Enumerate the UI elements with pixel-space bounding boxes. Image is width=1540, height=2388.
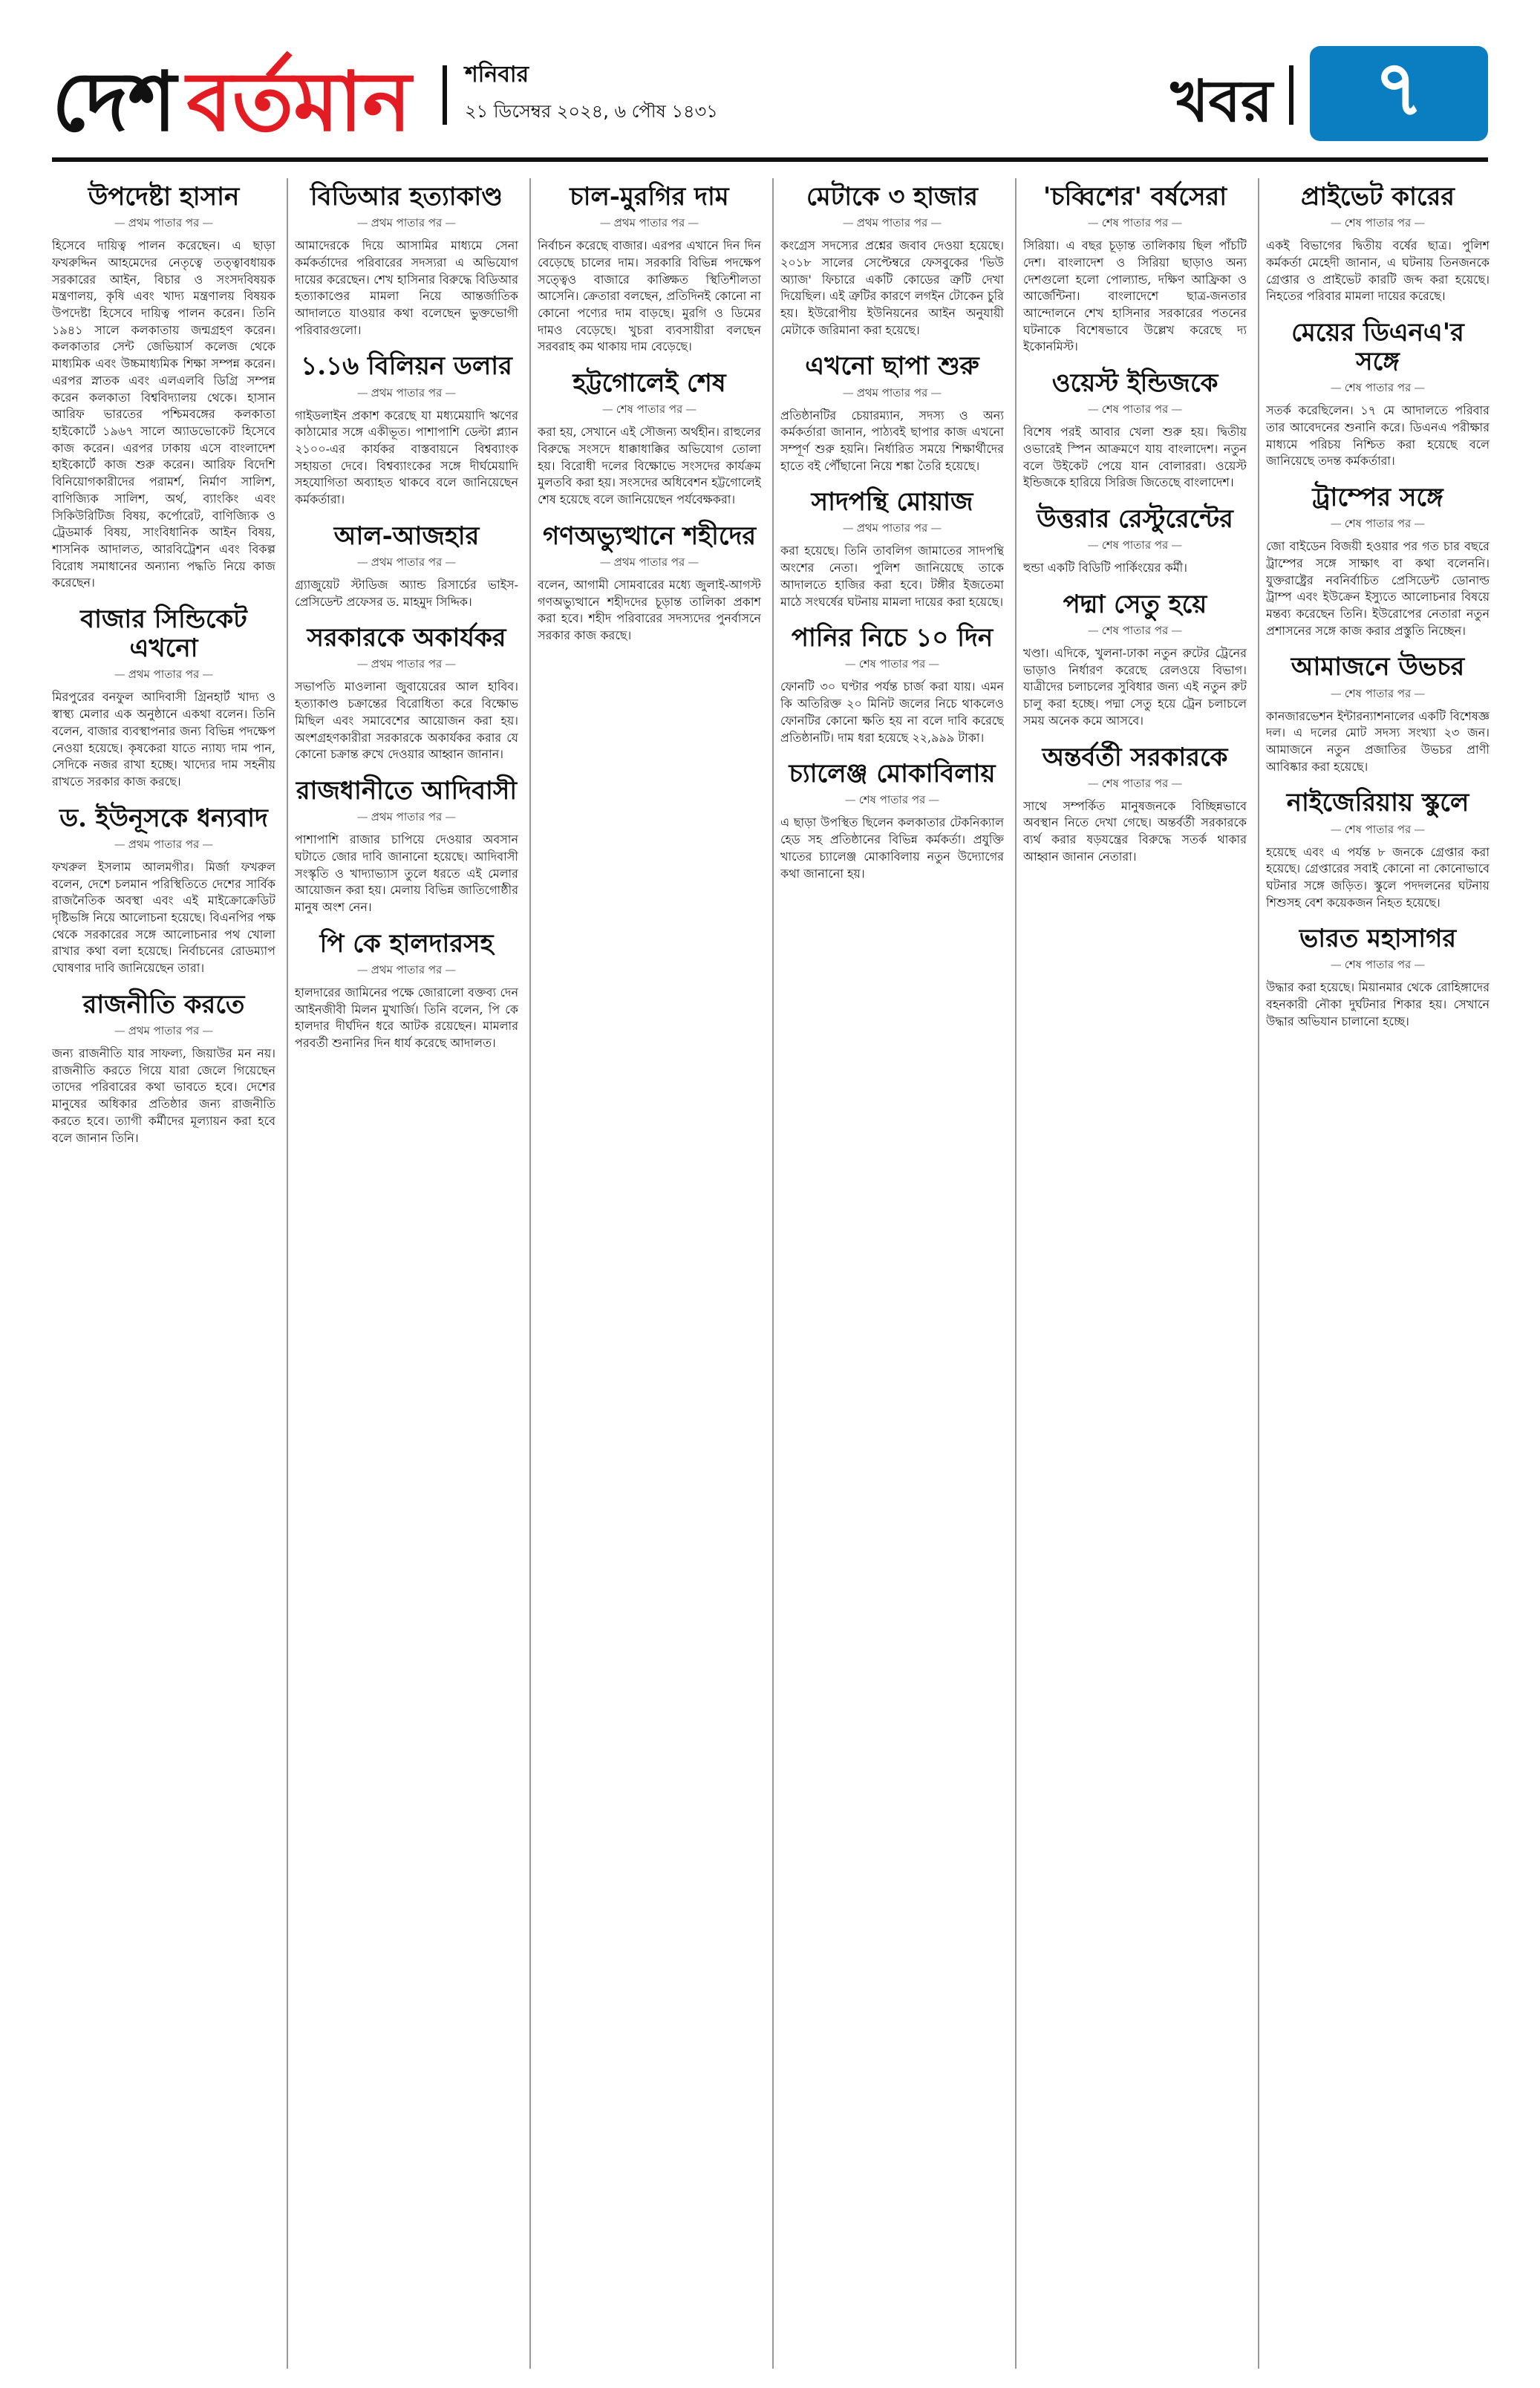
article-body: হালদারের জামিনের পক্ষে জোরালো বক্তব্য দেন আইনজীবী মিলন মুখার্জি। তিনি বলেন, পি কে হালদার দীর্ঘদিন ধরে আটক রয়েছেন। মামলার পরবর্তী শুনানির দিন ধার্য করেছে আদালত। bbox=[295, 985, 518, 1050]
article bbox=[52, 605, 275, 791]
article-continuation-note: — শেষ পাতার পর — bbox=[1266, 685, 1490, 704]
issue-day: শনিবার bbox=[465, 62, 529, 88]
article-continuation-note: — প্রথম পাতার পর — bbox=[780, 215, 1004, 233]
section-separator bbox=[1289, 65, 1293, 125]
article-columns bbox=[52, 178, 1488, 2369]
article-body: করা হয়, সেখানে এই সৌজন্য অর্থহীন। রাহুলের বিরুদ্ধে সংসদে ধাক্কাধাক্কির অভিযোগ তোলা হয়। বিরোধী দলের বিক্ষোভে সংসদের কার্যক্রম মুলতবি করা হয়। সংসদের অধিবেশন হট্টগোলেই শেষ হয়েছে বলে জানিয়েছেন পর্যবেক্ষকরা। bbox=[538, 425, 761, 507]
article-continuation-note: — প্রথম পাতার পর — bbox=[780, 520, 1004, 538]
article-headline: গণঅভ্যুত্থানে শহীদের bbox=[542, 521, 757, 551]
article-body: আমাদেরকে দিয়ে আসামির মাধ্যমে সেনা কর্মকর্তাদের পরিবারের সদস্যরা এ অভিযোগ দায়ের করেছেন। শেখ হাসিনার বিরুদ্ধে বিডিআর হত্যাকাণ্ডের মামলা নিয়ে আন্তর্জাতিক আদালতে যাওয়ার কথা বলেছেন ভুক্তভোগী পরিবারগুলো। bbox=[295, 238, 518, 337]
article-body: একই বিভাগের দ্বিতীয় বর্ষের ছাত্র। পুলিশ কর্মকর্তা মেহেদী জানান, এ ঘটনায় তিনজনকে গ্রেপ্তার ও প্রাইভেট কারটি জব্দ করা হয়েছে। নিহতের পরিবার মামলা দায়ের করেছে। bbox=[1266, 238, 1490, 304]
article bbox=[52, 804, 275, 977]
article-continuation-note: — প্রথম পাতার পর — bbox=[52, 836, 275, 855]
article-headline: বিডিআর হত্যাকাণ্ড bbox=[310, 182, 503, 212]
article bbox=[52, 991, 275, 1146]
section-title: খবর bbox=[1170, 68, 1273, 135]
article bbox=[780, 488, 1004, 610]
masthead-rule bbox=[52, 157, 1488, 162]
article-body: বলেন, আগামী সোমবারের মধ্যে জুলাই-আগস্ট গণঅভ্যুত্থানে শহীদদের চূড়ান্ত তালিকা প্রকাশ করা হবে। শহীদ পরিবারের সদস্যদের পুনর্বাসনে সরকার কাজ করছে। bbox=[538, 577, 761, 643]
article-headline: আল-আজহার bbox=[333, 521, 480, 551]
article bbox=[1266, 183, 1490, 305]
article-body: কংগ্রেস সদস্যের প্রশ্নের জবাব দেওয়া হয়েছে। ২০১৮ সালের সেপ্টেম্বরে ফেসবুকের 'ভিউ অ্যাজ' ফিচারে একটি কোডের ত্রুটি দেখা দিয়েছিল। এই ত্রুটির কারণে লগইন টোকেন চুরি হয়। ইউরোপীয় ইউনিয়নের আইন অনুযায়ী মেটাকে জরিমানা করা হয়েছে। bbox=[780, 238, 1004, 337]
article-continuation-note: — প্রথম পাতার পর — bbox=[52, 215, 275, 233]
column-divider bbox=[1015, 178, 1017, 2369]
article-headline: হট্টগোলেই শেষ bbox=[572, 368, 726, 399]
article-continuation-note: — শেষ পাতার পর — bbox=[780, 792, 1004, 810]
article-headline: মেয়ের ডিএনএ'র সঙ্গে bbox=[1291, 317, 1464, 377]
column-4 bbox=[780, 178, 1004, 2369]
issue-date: ২১ ডিসেম্বর ২০২৪, ৬ পৌষ ১৪৩১ bbox=[465, 101, 718, 122]
article-continuation-note: — প্রথম পাতার পর — bbox=[538, 215, 761, 233]
column-divider bbox=[1258, 178, 1259, 2369]
article-continuation-note: — শেষ পাতার পর — bbox=[1266, 821, 1490, 840]
article-body: মিরপুরের বনফুল আদিবাসী গ্রিনহার্ট খাদ্য ও স্বাস্থ্য মেলার এক অনুষ্ঠানে একথা বলেন। তিনি বলেন, বাজার ব্যবস্থাপনার জন্য বিভিন্ন পদক্ষেপ নেওয়া হয়েছে। কৃষকেরা যাতে ন্যায্য দাম পান, সেদিকে নজর রাখা হচ্ছে। খাদ্যের দাম সহনীয় রাখতে সরকার কাজ করছে। bbox=[52, 690, 275, 789]
newspaper-logo bbox=[52, 31, 411, 149]
article-continuation-note: — শেষ পাতার পর — bbox=[1023, 215, 1247, 233]
article-headline: আমাজনে উভচর bbox=[1291, 652, 1465, 682]
article-body: ফোনটি ৩০ ঘণ্টার পর্যন্ত চার্জ করা যায়। এমন কি অতিরিক্ত ২০ মিনিট জলের নিচে থাকলেও ফোনটির কোনো ক্ষতি হয় না বলে দাবি করেছে প্রতিষ্ঠানটি। দাম ধরা হয়েছে ২২,৯৯৯ টাকা। bbox=[780, 679, 1004, 745]
article-headline: মেটাকে ৩ হাজার bbox=[806, 182, 978, 212]
article bbox=[538, 369, 761, 509]
article-continuation-note: — শেষ পাতার পর — bbox=[1266, 379, 1490, 398]
article bbox=[1266, 789, 1490, 911]
article-body: জো বাইডেন বিজয়ী হওয়ার পর গত চার বছরে ট্রাম্পের সঙ্গে সাক্ষাৎ বা কথা বলেননি। যুক্তরাষ্ট্রের নবনির্বাচিত প্রেসিডেন্ট ডোনাল্ড ট্রাম্প এবং ইউক্রেন ইস্যুতে আলোচনার বিষয়ে মন্তব্য করেছেন তিনি। ইউরোপের নেতারা নতুন প্রশাসনের সঙ্গে কাজ করার প্রস্তুতি নিচ্ছেন। bbox=[1266, 539, 1490, 638]
article-continuation-note: — শেষ পাতার পর — bbox=[1023, 775, 1247, 794]
article-continuation-note: — প্রথম পাতার পর — bbox=[295, 962, 518, 980]
article-continuation-note: — শেষ পাতার পর — bbox=[538, 401, 761, 420]
article-body: হিসেবে দায়িত্ব পালন করেছেন। এ ছাড়া ফখরুদ্দিন আহমেদের নেতৃত্বে তত্ত্বাবধায়ক সরকারের আইন, বিচার ও সংসদবিষয়ক মন্ত্রণালয়, কৃষি এবং খাদ্য মন্ত্রণালয় বিষয়ক উপদেষ্টা হিসেবে দায়িত্ব পালন করেন। তিনি ১৯৪১ সালে কলকাতায় জন্মগ্রহণ করেন। কলকাতার সেন্ট জেভিয়ার্স কলেজ থেকে মাধ্যমিক এবং উচ্চমাধ্যমিক শিক্ষা সম্পন্ন করেন। এরপর স্নাতক এবং এলএলবি ডিগ্রি সম্পন্ন করেন কলকাতা বিশ্ববিদ্যালয় থেকে। হাসান আরিফ ভারতের পশ্চিমবঙ্গের কলকাতা হাইকোর্টে ১৯৬৭ সালে অ্যাডভোকেট হিসেবে কাজ করেন। এরপর ঢাকায় এসে বাংলাদেশ হাইকোর্টে কাজ শুরু করেন। আরিফ বিদেশি বিনিয়োগকারীদের পরামর্শ, নির্মাণ সালিশ, বাণিজ্যিক সালিশ, অর্থ, ব্যাংকিং এবং সিকিউরিটিজ বিষয়, কর্পোরেট, বাণিজ্যিক ও ট্রেডমার্ক বিষয়, সাংবিধানিক আইন বিষয়, শাসনিক আদালত, আরবিট্রেশন এবং বিকল্প বিরোধ সমাধানের অন্যান্য পদ্ধতি নিয়ে কাজ করেছেন। bbox=[52, 238, 275, 590]
article-continuation-note: — প্রথম পাতার পর — bbox=[538, 554, 761, 572]
article-headline: এখনো ছাপা শুরু bbox=[805, 351, 979, 382]
article-continuation-note: — শেষ পাতার পর — bbox=[1023, 537, 1247, 555]
article-body: পাশাপাশি রাজার চাপিয়ে দেওয়ার অবসান ঘটাতে জোর দাবি জানানো হয়েছে। আদিবাসী সংস্কৃতি ও খাদ্যাভ্যাস তুলে ধরতে এই মেলার আয়োজন করা হয়। মেলায় বিভিন্ন জাতিগোষ্ঠীর মানুষ অংশ নেন। bbox=[295, 832, 518, 914]
article-body: জন্য রাজনীতি যার সাফল্য, জিয়াউর মন নয়। রাজনীতি করতে গিয়ে যারা জেলে গিয়েছেন তাদের পরিবারের কথা ভাবতে হবে। দেশের মানুষের অধিকার প্রতিষ্ঠার জন্য রাজনীতি করতে হবে। ত্যাগী কর্মীদের মূল্যায়ন করা হবে বলে জানান তিনি। bbox=[52, 1045, 275, 1145]
article-body: করা হয়েছে। তিনি তাবলিগ জামাতের সাদপন্থি অংশের নেতা। পুলিশ জানিয়েছে তাকে আদালতে হাজির করা হবে। টঙ্গীর ইজতেমা মাঠে সংঘর্ষের ঘটনায় মামলা দায়ের করা হয়েছে। bbox=[780, 544, 1004, 609]
article-headline: ড. ইউনূসকে ধন্যবাদ bbox=[59, 803, 268, 833]
article-body: কানজারভেশন ইন্টারন্যাশনালের একটি বিশেষজ্ঞ দল। এ দলের মোট সদস্য সংখ্যা ২৩ জন। আমাজনে নতুন প্রজাতির উভচর প্রাণী আবিষ্কার করা হয়েছে। bbox=[1266, 708, 1490, 774]
article bbox=[295, 777, 518, 916]
article-body: গাইডলাইন প্রকাশ করেছে যা মধ্যমেয়াদি ঋণের কাঠামোর সঙ্গে একীভূত। পাশাপাশি ডেল্টা প্ল্যান ২১০০-এর কার্যকর বাস্তবায়নে বিশ্বব্যাংক সহায়তা দেবে। বিশ্বব্যাংকের সঙ্গে দীর্ঘমেয়াদি সহযোগিতা অব্যাহত থাকবে বলে জানিয়েছেন কর্মকর্তারা। bbox=[295, 408, 518, 507]
article-continuation-note: — প্রথম পাতার পর — bbox=[295, 215, 518, 233]
article-body: সিরিয়া। এ বছর চূড়ান্ত তালিকায় ছিল পাঁচটি দেশ। বাংলাদেশ ও সিরিয়া ছাড়াও অন্য দেশগুলো হলো পোল্যান্ড, দক্ষিণ আফ্রিকা ও আর্জেন্টিনা। বাংলাদেশে ছাত্র-জনতার আন্দোলনে শেখ হাসিনার সরকারের পতনের ঘটনাকে বিশেষভাবে উল্লেখ করেছে দ্য ইকোনমিস্ট। bbox=[1023, 238, 1247, 354]
article-continuation-note: — শেষ পাতার পর — bbox=[1023, 401, 1247, 420]
article-headline: ভারত মহাসাগর bbox=[1299, 924, 1457, 954]
article-body: সতর্ক করেছিলেন। ১৭ মে আদালতে পরিবার তার আবেদনের শুনানি করে। ডিএনএ পরীক্ষার মাধ্যমে পরিচয় নিশ্চিত করা হয়েছে বলে জানিয়েছে তদন্ত কর্মকর্তারা। bbox=[1266, 403, 1490, 469]
article bbox=[780, 624, 1004, 746]
article-headline: চাল-মুরগির দাম bbox=[570, 182, 729, 212]
article-headline: ট্রাম্পের সঙ্গে bbox=[1312, 483, 1443, 513]
column-5 bbox=[1023, 178, 1247, 2369]
page-number-badge: ৭ bbox=[1310, 46, 1488, 141]
article bbox=[1266, 653, 1490, 775]
article-continuation-note: — শেষ পাতার পর — bbox=[1266, 515, 1490, 534]
article-continuation-note: — শেষ পাতার পর — bbox=[1023, 622, 1247, 641]
article bbox=[1023, 369, 1247, 492]
article-body: ফখরুল ইসলাম আলমগীর। মির্জা ফখরুল বলেন, দেশে চলমান পরিস্থিতিতে দেশের সার্বিক রাজনৈতিক অবস্থা এবং এই মাইক্রোক্রেডিট দৃষ্টিভঙ্গি নিয়ে আলোচনা হয়েছে। বিএনপির পক্ষ থেকে সরকারের সঙ্গে আলোচনার পথ খোলা রাখার কথা বলা হয়েছে। নির্বাচনের রোডম্যাপ ঘোষণার দাবি জানিয়েছেন তারা। bbox=[52, 859, 275, 976]
article-body: সভাপতি মাওলানা জুবায়েরের আল হাবিব। হত্যাকাণ্ড চক্রান্তের বিরোধিতা করে বিক্ষোভ মিছিল এবং সমাবেশের আয়োজন করা হয়। অংশগ্রহণকারীরা সরকারকে অকার্যকর করার যে কোনো চক্রান্ত রুখে দেওয়ার আহ্বান জানান। bbox=[295, 679, 518, 762]
article bbox=[295, 352, 518, 508]
article bbox=[780, 183, 1004, 339]
article-headline: প্রাইভেট কারের bbox=[1301, 182, 1455, 212]
article bbox=[1023, 743, 1247, 866]
article bbox=[1266, 924, 1490, 1030]
article-continuation-note: — প্রথম পাতার পর — bbox=[780, 385, 1004, 403]
article-body: সাথে সম্পর্কিত মানুষজনকে বিচ্ছিন্নভাবে অবস্থান নিতে দেখা গেছে। অন্তর্বর্তী সরকারকে ব্যর্থ করার ষড়যন্ত্রের বিরুদ্ধে সতর্ক থাকার আহ্বান জানান নেতারা। bbox=[1023, 798, 1247, 864]
logo-part-desh: দেশ bbox=[52, 53, 177, 149]
column-3 bbox=[538, 178, 761, 2369]
column-1 bbox=[52, 178, 275, 2369]
article-headline: রাজধানীতে আদিবাসী bbox=[296, 776, 518, 806]
article-headline: রাজনীতি করতে bbox=[82, 989, 245, 1020]
column-divider bbox=[287, 178, 288, 2369]
article-continuation-note: — প্রথম পাতার পর — bbox=[295, 385, 518, 403]
article-body: গ্র্যাজুয়েট স্টাডিজ অ্যান্ড রিসার্চের ভাইস-প্রেসিডেন্ট প্রফেসর ড. মাহমুদ সিদ্দিক। bbox=[295, 577, 518, 609]
article-continuation-note: — প্রথম পাতার পর — bbox=[52, 666, 275, 685]
article bbox=[538, 183, 761, 356]
article-headline: ১.১৬ বিলিয়ন ডলার bbox=[301, 351, 512, 382]
article-body: এ ছাড়া উপস্থিত ছিলেন কলকাতার টেকনিক্যাল হেড সহ প্রতিষ্ঠানের বিভিন্ন কর্মকর্তা। প্রযুক্তি খাতের চ্যালেঞ্জ মোকাবিলায় নতুন উদ্যোগের কথা জানানো হয়। bbox=[780, 815, 1004, 881]
masthead-separator bbox=[443, 65, 447, 125]
article-body: বিশেষ পরই আবার খেলা শুরু হয়। দ্বিতীয় ওভারেই স্পিন আক্রমণে যায় বাংলাদেশ। নতুন বলে উইকেট পেয়ে যান বোলাররা। ওয়েস্ট ইন্ডিজকে হারিয়ে সিরিজ জিতেছে বাংলাদেশ। bbox=[1023, 425, 1247, 490]
article bbox=[295, 522, 518, 611]
logo-part-bartaman: বর্তমান bbox=[186, 53, 411, 149]
article-headline: পানির নিচে ১০ দিন bbox=[791, 623, 994, 653]
article-headline: নাইজেরিয়ায় স্কুলে bbox=[1286, 788, 1469, 818]
article-body: প্রতিষ্ঠানটির চেয়ারম্যান, সদস্য ও অন্য কর্মকর্তারা জানান, পাঠ্যবই ছাপার কাজ এখনো সম্পূর্ণ শুরু হয়নি। নির্ধারিত সময়ে শিক্ষার্থীদের হাতে বই পৌঁছানো নিয়ে শঙ্কা তৈরি হয়েছে। bbox=[780, 408, 1004, 473]
article bbox=[1266, 319, 1490, 470]
article-headline: সাদপন্থি মোয়াজ bbox=[811, 487, 973, 518]
article-headline: বাজার সিন্ডিকেট এখনো bbox=[80, 604, 247, 664]
article-headline: উত্তরার রেস্টুরেন্টের bbox=[1037, 504, 1233, 535]
article-headline: উপদেষ্টা হাসান bbox=[88, 182, 240, 212]
article bbox=[538, 522, 761, 645]
article bbox=[1023, 590, 1247, 730]
article bbox=[1023, 505, 1247, 577]
article-headline: পদ্মা সেতু হয়ে bbox=[1063, 589, 1207, 619]
article-continuation-note: — শেষ পাতার পর — bbox=[780, 656, 1004, 674]
column-divider bbox=[772, 178, 774, 2369]
article bbox=[295, 930, 518, 1052]
article bbox=[52, 183, 275, 592]
masthead bbox=[52, 21, 1488, 157]
article-headline: সরকারকে অকার্যকর bbox=[307, 623, 506, 653]
column-divider bbox=[529, 178, 531, 2369]
article-headline: 'চব্বিশের' বর্ষসেরা bbox=[1043, 182, 1227, 212]
article-body: উদ্ধার করা হয়েছে। মিয়ানমার থেকে রোহিঙ্গাদের বহনকারী নৌকা দুর্ঘটনার শিকার হয়। সেখানে উদ্ধার অভিযান চালানো হচ্ছে। bbox=[1266, 980, 1490, 1028]
article-continuation-note: — প্রথম পাতার পর — bbox=[295, 809, 518, 827]
article-continuation-note: — প্রথম পাতার পর — bbox=[52, 1022, 275, 1041]
article-continuation-note: — প্রথম পাতার পর — bbox=[295, 656, 518, 674]
article bbox=[780, 760, 1004, 882]
article bbox=[780, 352, 1004, 474]
article-headline: অন্তর্বর্তী সরকারকে bbox=[1042, 742, 1228, 772]
article-body: খণ্ডা। এদিকে, খুলনা-ঢাকা নতুন রুটের ট্রেনের ভাড়াও নির্ধারণ করেছে রেলওয়ে বিভাগ। যাত্রীদের চলাচলের সুবিধার জন্য এই নতুন রুট চালু করা হচ্ছে। পদ্মা সেতু হয়ে ট্রেন চলাচলে সময় অনেক কমে আসবে। bbox=[1023, 646, 1247, 728]
article-headline: পি কে হালদারসহ bbox=[319, 928, 494, 959]
column-2 bbox=[295, 178, 518, 2369]
article-continuation-note: — প্রথম পাতার পর — bbox=[295, 554, 518, 572]
article bbox=[1266, 483, 1490, 639]
article-headline: চ্যালেঞ্জ মোকাবিলায় bbox=[789, 759, 996, 789]
article bbox=[1023, 183, 1247, 356]
article-continuation-note: — শেষ পাতার পর — bbox=[1266, 956, 1490, 975]
article bbox=[295, 624, 518, 763]
article-body: হয়েছে এবং এ পর্যন্ত ৮ জনকে গ্রেপ্তার করা হয়েছে। গ্রেপ্তারের সবাই কোনো না কোনোভাবে ঘটনার সঙ্গে জড়িত। স্কুলে পদদলনের ঘটনায় শিশুসহ বেশ কয়েকজন নিহত হয়েছে। bbox=[1266, 844, 1490, 910]
article-continuation-note: — শেষ পাতার পর — bbox=[1266, 215, 1490, 233]
column-6 bbox=[1266, 178, 1490, 2369]
article bbox=[295, 183, 518, 339]
article-headline: ওয়েস্ট ইন্ডিজকে bbox=[1051, 368, 1218, 399]
article-body: নির্বাচন করেছে বাজার। এরপর এখানে দিন দিন বেড়েছে চালের দাম। সরকারি বিভিন্ন পদক্ষেপ সত্ত্বেও বাজারে কাঙ্ক্ষিত স্থিতিশীলতা আসেনি। ক্রেতারা বলছেন, প্রতিদিনই কোনো না কোনো পণ্যের দাম বাড়ছে। মুরগি ও ডিমের দামও বেড়েছে। খুচরা ব্যবসায়ীরা বলছেন সরবরাহ কম থাকায় দাম বেড়েছে। bbox=[538, 238, 761, 354]
article-body: হুন্ডা একটি বিডিটি পার্কিংয়ের কর্মী। bbox=[1023, 561, 1187, 575]
